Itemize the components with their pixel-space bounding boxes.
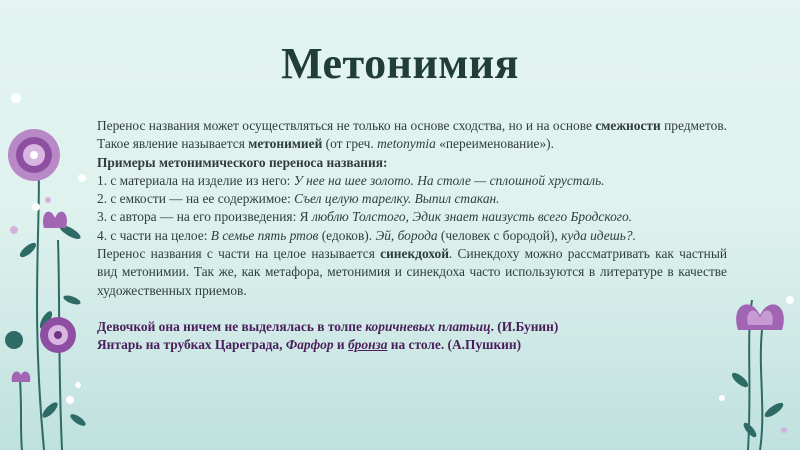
slide-body	[97, 117, 727, 355]
term-synecdoche: синекдохой	[380, 246, 449, 262]
example-item: 2. с емкости — на ее содержимое: Съел целую тарелку. Выпил стакан.	[97, 191, 500, 207]
example-item: 1. с материала на изделие из него: У нее на шее золото. На столе — сплошной хрусталь.	[97, 172, 605, 188]
term-metonymy: метонимией	[248, 136, 323, 152]
examples-heading: Примеры метонимического переноса названия:	[97, 154, 388, 170]
page-title: Метонимия	[281, 39, 519, 88]
quote-pushkin: Янтарь на трубках Цареграда, Фарфор и бронза на столе. (А.Пушкин)	[97, 337, 522, 353]
example-item: 3. с автора — на его произведения: Я люблю Толстого, Эдик знает наизусть всего Бродского.	[97, 209, 633, 225]
intro-paragraph: Перенос названия может осуществляться не только на основе сходства, но и на основе смежности предметов. Такое явление называется метонимией (от греч. metonymia «переименование»).	[97, 118, 727, 152]
tulip-icon	[736, 304, 784, 330]
flower-icon	[40, 317, 76, 353]
quote-bunin: Девочкой она ничем не выделялась в толпе коричневых платьиц. (И.Бунин)	[97, 318, 559, 334]
term-adjacency: смежности	[595, 118, 661, 133]
synecdoche-paragraph: Перенос названия с части на целое называется синекдохой. Синекдоху можно рассматривать как частный вид метонимии. Так же, как метафора, метонимия и синекдоха часто используются в литературе в качестве художественных приемов.	[97, 246, 727, 298]
example-item: 4. с части на целое: В семье пять ртов (едоков). Эй, борода (человек с бородой), куда идешь?.	[97, 227, 636, 243]
flower-icon	[8, 129, 60, 181]
greek-word: metonymia	[377, 136, 436, 152]
tulip-icon	[43, 212, 67, 228]
